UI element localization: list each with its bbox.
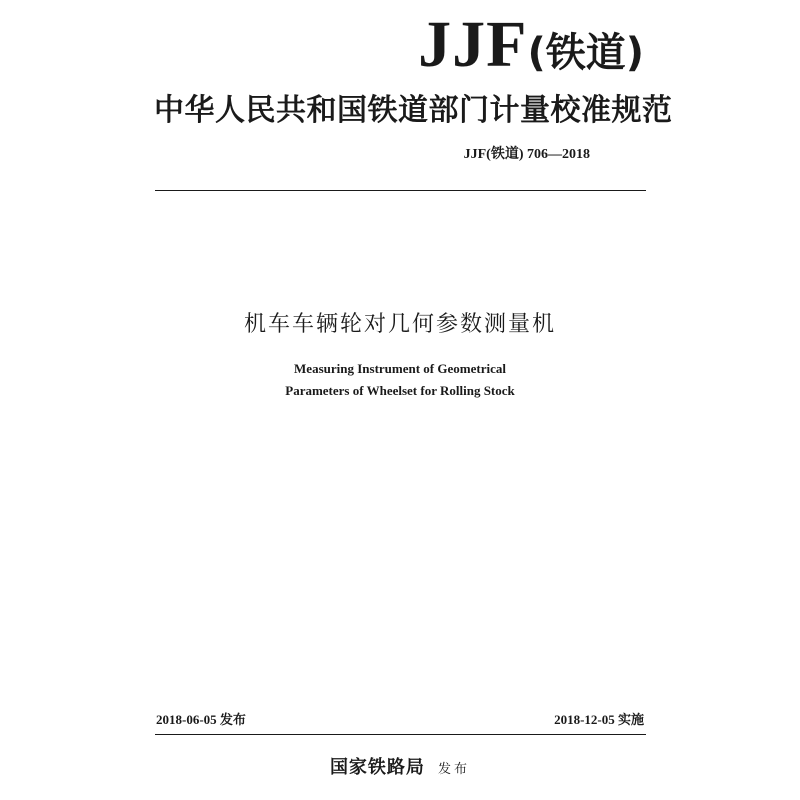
title-chinese: 机车车辆轮对几何参数测量机 (243, 312, 556, 337)
top-divider (155, 190, 646, 191)
series-code: JJF (418, 8, 528, 81)
title-english (0, 358, 800, 402)
effective-date: 2018-12-05 实施 (554, 712, 644, 727)
bottom-divider (155, 734, 646, 735)
issuer-organization: 国家铁路局 (329, 757, 425, 778)
issuer-verb: 发布 (438, 762, 471, 777)
issuer-line (0, 755, 800, 783)
standard-series-mark (418, 10, 644, 80)
title-english-line-1: Measuring Instrument of Geometrical (294, 361, 506, 376)
title-english-line-2: Parameters of Wheelset for Rolling Stock (285, 383, 515, 398)
series-sector: (铁道) (527, 30, 644, 76)
standard-number: JJF(铁道) 706—2018 (463, 147, 590, 162)
issue-date: 2018-06-05 发布 (156, 712, 246, 727)
category-title: 中华人民共和国铁道部门计量校准规范 (154, 93, 673, 128)
